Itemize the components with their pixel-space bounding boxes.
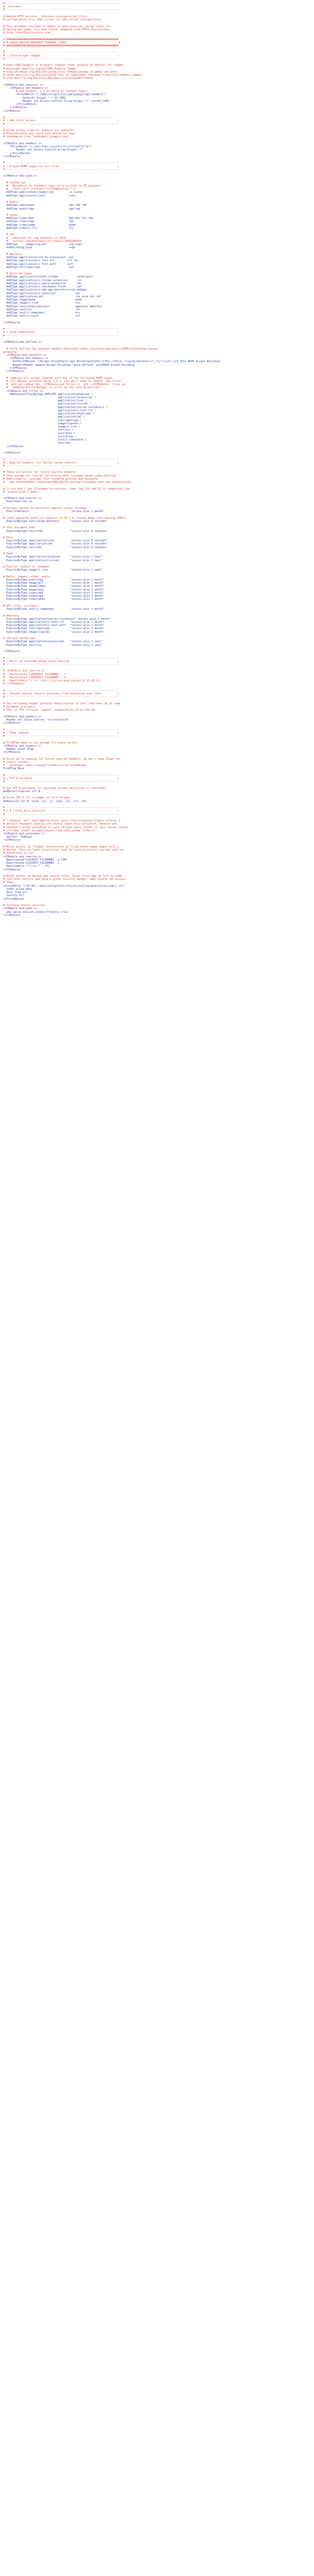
directive-line: image/x-icon \ — [3, 425, 81, 429]
directive-line: ExpiresByType text/xml "access plus 0 seconds" — [3, 546, 108, 549]
section-tag-line: <IfModule mod_headers.c> — [3, 87, 48, 90]
comment-line: # | Cross-origin images | — [3, 54, 119, 57]
directive-line: text/html \ — [3, 432, 76, 435]
comment-line: # ---------------------------------------------------------------------- — [3, 161, 119, 165]
comment-line: # "-Indexes" will have Apache block users from browsing folders without a — [3, 819, 120, 823]
section-tag-line: <IfModule mod_setenvif.c> — [3, 353, 47, 357]
comment-line: # Force UTF-8 for a number of file formats — [3, 796, 71, 800]
comment-line: # ---------------------------------------------------------------------- — [3, 116, 119, 120]
directive-line: application/vnd.ms-fontobject \ — [3, 405, 108, 409]
section-tag-line: </IfModule> — [3, 370, 24, 374]
comment-line: # | Expires headers (for better cache control) | — [3, 461, 119, 465]
comment-line: # cache.appcache needs re-requests in FF 3.6 (thanks Remy ~Introducing HTML5) — [3, 516, 127, 520]
section-tag-line: <IfModule mod_headers.c> — [3, 357, 48, 361]
directive-line: AddType image/x-icon ico — [3, 301, 81, 305]
comment-line: # Compress all output labeled with one of the following MIME-types — [3, 376, 113, 380]
directive-line: AddType application/x-xpinstall xpi — [3, 292, 81, 295]
directive-line: ExpiresByType text/html "access plus 0 seconds" — [3, 529, 108, 533]
comment-line: # RewriteCond %{REQUEST_FILENAME} !-f — [3, 672, 66, 676]
comment-line: # text/html editors and pose a great security danger, when anyone can access — [3, 878, 126, 881]
section-tag-line: </IfModule> — [3, 839, 21, 842]
comment-line: # If you don't use filenames to version, lower the CSS and JS to something like — [3, 487, 130, 491]
comment-line: # configuration file that allows for web server configuration. — [3, 18, 103, 22]
comment-line: # ---------------------------------------------------------------------- — [3, 656, 119, 660]
comment-line: # Apache HTTP servers, .htaccess configuration files — [3, 15, 87, 18]
section-tag-line: </IfModule> — [3, 321, 21, 324]
comment-line: # These are pretty far-future expires headers. — [3, 471, 77, 474]
comment-line: # ---------------------------------------------------------------------- — [3, 2, 119, 5]
directive-line: AddType text/x-component htc — [3, 311, 81, 315]
comment-line: # Subversion or Git. — [3, 852, 36, 855]
comment-line: # Block access to "hidden" directories or files whose names begin with a — [3, 845, 119, 849]
directive-line: ExpiresByType audio/ogg "access plus 1 month" — [3, 578, 105, 582]
section-tag-line: </IfModule> — [3, 751, 21, 755]
comment-line: # Use UTF-8 encoding for anything served text/plain or text/html — [3, 786, 106, 790]
section-tag-line: </IfModule> — [3, 650, 21, 654]
directive-line: ExpiresByType application/rss+xml "access plus 1 hour" — [3, 559, 103, 562]
comment-line: # ---------------------------------------------------------------------- — [3, 458, 119, 461]
comment-line: # Video — [3, 214, 18, 217]
directive-line: ExpiresByType image/jpeg "access plus 1 month" — [3, 585, 105, 588]
comment-line: # Data — [3, 536, 13, 539]
comment-line: # ---------------------------------------------------------------------- — [3, 728, 119, 732]
comment-line: # twitter.com/FontSquirrel/status/14855840545 — [3, 239, 82, 243]
comment-line: # Force deflate for mangled headers developer.yahoo.com/blogs/ydn/posts/2010/12/pushing-beyond- — [3, 347, 159, 351]
directive-line: Deny from all — [3, 891, 28, 895]
comment-line: # Webfonts — [3, 252, 23, 256]
comment-line: # Audio — [3, 201, 18, 204]
directive-line: ExpiresByType application/atom+xml "access plus 1 hour" — [3, 555, 103, 559]
directive-line: AddType text/cache-manifest appcache manifest — [3, 305, 103, 308]
comment-line: # </IfModule> — [3, 682, 24, 686]
section-tag-line: <IfModule mod_headers.c> — [3, 142, 42, 145]
directive-line: SetEnvIfNoCase ^(Accept-EncodXng|X-cept-Encoding|X{15}|~{15}|-{15})$ ^((gzip|deflate)\s*,?\s*)+|[X~-]{4,13}$ HAVE_Accept-Encoding — [3, 360, 220, 364]
directive-line: text/plain \ — [3, 435, 77, 438]
comment-line: # developer.yahoo.com/performance/rules.html#etags — [3, 764, 87, 768]
code-view[interactable] — [0, 0, 314, 917]
section-tag-line: </IfModule> — [3, 366, 28, 370]
comment-line: # ---------------------------------------------------------------------- — [3, 168, 119, 171]
comment-line: # Block access to backup and source files. These files may be left by some — [3, 874, 122, 878]
comment-line: # Allow access from all domains for webfonts. — [3, 129, 76, 133]
directive-line: application/javascript \ — [3, 396, 96, 400]
directive-line: AddType audio/mp4 m4a f4a f4b — [3, 204, 87, 207]
directive-line: AddType application/javascript js jsonp — [3, 191, 82, 194]
comment-line: # HTC files (css3pie) — [3, 604, 39, 608]
directive-line: SetEnvIf Origin ":" IS_CORS — [3, 96, 66, 100]
directive-line: ExpiresByType application/json "access plus 0 seconds" — [3, 539, 108, 543]
directive-line: AddType application/vnd.ms-fontobject eot — [3, 256, 74, 260]
comment-line: # ---------------------------------------------------------------------- — [3, 689, 119, 692]
comment-line: # This document includes a number of best-practice server rules for — [3, 25, 111, 28]
directive-line: php_value session.cookie_httponly true — [3, 910, 68, 914]
directive-line: ExpiresByType text/x-component "access plus 1 month" — [3, 608, 105, 611]
comment-line: # | ETag removal | — [3, 731, 119, 735]
section-tag-line: <IfModule mod_expires.c> — [3, 497, 42, 501]
directive-line: Order allow,deny — [3, 887, 32, 891]
directive-line: AddType application/x-font-ttf ttf ttc — [3, 259, 79, 263]
section-tag-line: <IfModule mod_headers.c> — [3, 715, 42, 718]
directive-line: ExpiresByType application/javascript "access plus 1 year" — [3, 640, 103, 644]
comment-line: # | Gzip compression | — [3, 331, 119, 334]
comment-line: # mod_headers, y u no match by Content-Type?! — [3, 90, 88, 94]
directive-line: ExpiresByType image/png "access plus 1 month" — [3, 588, 105, 591]
directive-line: text/x-component \ — [3, 438, 87, 442]
comment-line: # Media: images, video, audio — [3, 575, 50, 578]
directive-line: AddType video/ogg ogv — [3, 220, 74, 224]
comment-line: # Normalize to standard type (it's sniffed in IE anyways) — [3, 184, 102, 188]
comment-line: # Perhaps better to whitelist expires rules? Perhaps. — [3, 506, 88, 510]
section-tag-line: <IfModule mod_php5.c> — [3, 907, 37, 911]
directive-line: text/css \ — [3, 428, 74, 432]
directive-line: image/svg+xml \ — [3, 422, 82, 425]
comment-line: gzipping/ — [3, 350, 18, 354]
directive-line: ExpiresByType application/xml "access plus 0 seconds" — [3, 542, 108, 546]
directive-line: application/json \ — [3, 399, 87, 403]
section-tag-line: </IfModule> — [3, 155, 21, 158]
comment-line: # ---------------------------------------------------------------------- — [3, 663, 119, 666]
directive-line: ExpiresByType application/vnd.ms-fontobject "access plus 1 month" — [3, 617, 111, 621]
comment-line: # ---------------------------------------------------------------------- — [3, 813, 119, 816]
comment-line: # tools.ietf.org/html/rfc4329#section-7.2 — [3, 188, 76, 191]
directive-line: AddType image/webp webp — [3, 298, 82, 302]
directive-line: AddType video/webm webm — [3, 223, 76, 227]
comment-line: # RewriteCond %{REQUEST_FILENAME} !-d — [3, 676, 66, 679]
directive-line: application/x-font-ttf \ — [3, 409, 96, 412]
comment-line: # period. This includes directories used by version control systems such as — [3, 849, 124, 852]
comment-line: # ---------------------------------------------------------------------- — [3, 51, 119, 54]
directive-line: AddType font/opentype otf — [3, 265, 74, 269]
comment-line: # static content. — [3, 760, 31, 764]
section-tag-line: </IfModule> — [3, 913, 21, 917]
directive-line: AddType application/xml rss atom xml rdf — [3, 295, 102, 298]
comment-line: # Webfonts — [3, 614, 19, 618]
comment-line: # includes rather private places like CMS system folders). — [3, 829, 96, 832]
comment-line: # them. — [3, 881, 15, 885]
section-tag-line: </IfModule> — [3, 106, 28, 110]
directive-line: AddType application/x-shockwave-flash swf — [3, 285, 82, 289]
comment-line: # CSS and JavaScript — [3, 637, 36, 641]
comment-line: # ---------------------------------------------------------------------- — [3, 122, 119, 126]
section-tag-line: </IfModule> — [3, 868, 21, 872]
comment-line: # ---------------------------------------------------------------------- — [3, 806, 119, 810]
comment-line: # The following header prevents modification of your code over 3G on some — [3, 702, 120, 705]
directive-line: AddType video/x-flv flv — [3, 226, 74, 230]
comment-line: # ---------------------------------------------------------------------- — [3, 334, 119, 338]
directive-line: </FilesMatch> — [3, 103, 37, 107]
directive-line: </FilesMatch> — [3, 152, 31, 155]
section-tag-line: </IfModule> — [3, 451, 21, 455]
comment-line: # ---------------------------------------------------------------------- — [3, 464, 119, 468]
comment-line: # ---------------------------------------------------------------------- — [3, 735, 119, 738]
directive-line: RewriteRule "(^|/)\." - [F] — [3, 865, 50, 868]
comment-line: # | Built-in filename-based cache busting | — [3, 659, 119, 663]
comment-line: # # CROSS-ORIGIN RESOURCE SHARING (CORS) # — [3, 41, 120, 44]
comment-line: # SVG — [3, 233, 15, 237]
comment-line: # Favicon (cannot be renamed) — [3, 565, 50, 569]
directive-line: AddDefaultCharset utf-8 — [3, 790, 40, 793]
comment-line: # | Prevent mobile network providers from modifying your site | — [3, 692, 119, 696]
directive-line: application/rss+xml \ — [3, 402, 92, 406]
comment-line: # European providers. — [3, 705, 37, 709]
comment-line: # wiki.mozilla.org/Security/Reviews/crossoriginAttribute — [3, 77, 93, 80]
directive-line: <FilesMatch "\.(eot|font.css|otf|ttc|ttf|woff2?)$"> — [3, 145, 92, 149]
section-tag-line: <IfModule mod_rewrite.c> — [3, 855, 42, 858]
directive-line: FileETag None — [3, 767, 24, 771]
comment-line: # | Web fonts access | — [3, 119, 119, 123]
directive-line: ExpiresByType video/ogg "access plus 1 month" — [3, 595, 105, 598]
section-tag-line: <IfModule mod_deflate.c> — [3, 341, 42, 344]
directive-line: ExpiresByType text/cache-manifest "access plus 0 seconds" — [3, 519, 108, 523]
directive-line: ExpiresActive on — [3, 500, 32, 504]
comment-line: # hacks.mozilla.org/2011/11/using-cors-to-load-webgl-textures-from-cross-domain-images/ — [3, 74, 143, 77]
section-tag-line: <IfModule mod_filter.c> — [3, 389, 43, 393]
directive-line: ExpiresByType text/css "access plus 1 year" — [3, 643, 103, 647]
comment-line: # ---------------------------------------------------------------------- — [3, 57, 119, 61]
directive-line: Header set Access-Control-Allow-Origin "*" env=IS_CORS — [3, 99, 109, 103]
comment-line: # | Proper MIME types for all files | — [3, 165, 119, 168]
directive-line: AddType application/json json — [3, 194, 76, 198]
directive-line: ExpiresByType image/gif "access plus 1 month" — [3, 582, 105, 585]
comment-line: # shouldn't allow everybody to surf through every folder on your server (which — [3, 826, 129, 829]
comment-line: # FileETag None is not enough for every server. — [3, 741, 79, 745]
directive-line: RewriteCond %{SCRIPT_FILENAME} -f — [3, 862, 60, 865]
comment-line: # ---------------------------------------------------------------------- — [3, 328, 119, 331]
directive-line: ExpiresByType application/x-font-woff "access plus 1 month" — [3, 624, 105, 628]
directive-line: AddEncoding gzip svgz — [3, 246, 76, 250]
comment-line: # `AddOutputFilterByType` is still in the core directives) — [3, 386, 102, 390]
directive-line: AddCharset utf-8 .atom .css .js .json .rss .vtt .xml — [3, 799, 87, 803]
comment-line: # www.stevesouders.com/blog/2008/08/23/revving-filenames-dont-use-querystring/ — [3, 481, 132, 484]
directive-line: application/xml \ — [3, 415, 85, 419]
comment-line: # This is the official 'bypass' suggested by O2 in the UK. — [3, 709, 96, 712]
directive-line: RequestHeader append Accept-Encoding "gzip,deflate" env=HAVE_Accept-Encoding — [3, 363, 135, 367]
directive-line: Header set Cache-Control "no-transform" — [3, 718, 69, 722]
comment-line: # ---------------------------------------------------------------------- — [3, 695, 119, 699]
comment-line: # and can remove the `<IfModule mod_filter.c>` and `</IfModule>` lines as — [3, 383, 126, 387]
directive-line: AddType application/octet-stream safariextz — [3, 275, 93, 279]
directive-line: Options -Indexes — [3, 836, 32, 839]
directive-line: Header unset ETag — [3, 747, 34, 751]
comment-line: # ---------------------------------------------------------------------- — [3, 780, 119, 784]
directive-line: Header set Access-Control-Allow-Origin "*" — [3, 148, 84, 152]
comment-line: # They assume you control versioning with filename-based cache busting — [3, 474, 116, 478]
directive-line: ExpiresDefault "access plus 1 month" — [3, 510, 105, 514]
comment-line: # blog.chromium.org/2011/07/using-cross-domain-images-in-webgl-and.html — [3, 70, 117, 74]
comment-line: # .htaccess — [3, 5, 21, 9]
directive-line: Satisfy All — [3, 894, 24, 898]
directive-line: </FilesMatch> — [3, 897, 24, 901]
directive-line: RewriteCond %{SCRIPT_FILENAME} -d [OR] — [3, 858, 68, 862]
directive-line: ExpiresByType image/x-icon "access plus 1 week" — [3, 568, 103, 572]
comment-line: # | A little more security | — [3, 809, 119, 813]
comment-line: # <IfModule mod_rewrite.c> — [3, 669, 45, 673]
comment-line: # making web pages fast and secure. Adapted from HTML5 Boilerplate. — [3, 28, 111, 31]
comment-line: # Additionally, consider that outdated proxies may miscache — [3, 477, 98, 481]
comment-line: # Feed — [3, 552, 13, 556]
section-tag-line: <IfModule mod_mime.c> — [3, 175, 37, 178]
comment-line: # Since we're sending far-future expires headers, we don't need ETags for — [3, 757, 120, 761]
comment-line: # default document Usually you should leave this activated, because you — [3, 822, 117, 826]
comment-line: # subdomains like "subdomain.example.com". — [3, 135, 71, 139]
directive-line: <FilesMatch "(^#.*#|\.(bak|config|dist|fla|inc|ini|log|psd|sh|sql|swp)|~)$"> — [3, 884, 126, 888]
directive-line: ExpiresByType video/mp4 "access plus 1 month" — [3, 591, 105, 595]
comment-line: # ---------------------------------------------------------------------- — [3, 8, 119, 12]
directive-line: AddType audio/ogg oga ogg — [3, 207, 81, 211]
comment-line: # ---------------------------------------------------------------------- — [3, 773, 119, 777]
comment-line: # RewriteRule ^(.+)\.(\d+)\.(js|css|png|jpg|gif)$ $1.$3 [L] — [3, 679, 102, 683]
directive-line: ExpiresByType image/svg+xml "access plus 1 month" — [3, 630, 105, 634]
directive-line: ExpiresByType application/x-font-ttf "access plus 1 month" — [3, 620, 105, 624]
directive-line: AddType application/x-chrome-extension crx — [3, 279, 82, 282]
comment-line: # Alternatively you could only whitelist your — [3, 132, 76, 136]
directive-line: AddType application/x-web-app-manifest+json webapp — [3, 288, 87, 292]
section-tag-line: </IfModule> — [3, 445, 24, 448]
directive-line: ExpiresByType font/opentype "access plus 1 month" — [3, 627, 105, 631]
section-tag-line: </IfModule> — [3, 109, 21, 113]
section-tag-line: </IfModule> — [3, 722, 21, 725]
section-tag-line: <IfModule mod_autoindex.c> — [3, 832, 45, 836]
comment-line: # Send CORS headers if browsers request them; enabled by default for images. — [3, 64, 126, 67]
comment-line: # JavaScript — [3, 181, 26, 184]
comment-line: # Increase cookie security — [3, 904, 45, 908]
directive-line: AddType video/mp4 mp4 m4v f4v f4p — [3, 217, 93, 221]
directive-line: application/xhtml+xml \ — [3, 412, 95, 416]
comment-line: # ###################################################################### — [3, 38, 119, 41]
comment-line: # Your document html — [3, 526, 36, 530]
directive-line: <FilesMatch "\.(bmp|cur|gif|ico|jpe?g|png|svgz?|webp)$"> — [3, 93, 106, 97]
section-tag-line: <IfModule mod_headers.c> — [3, 744, 42, 748]
directive-line: AddType application/x-font-woff woff — [3, 262, 74, 266]
comment-line: # Assorted types — [3, 272, 32, 276]
comment-line: # ###################################################################### — [3, 44, 119, 48]
directive-line: AddType image/svg+xml svg svgz — [3, 243, 82, 247]
directive-line: text/xml — [3, 442, 71, 445]
directive-line: font/opentype \ — [3, 419, 82, 422]
directive-line: AddType application/x-opera-extension oex — [3, 282, 82, 285]
comment-line: # (for Apache versions below 2.3.7, you don't need to enable `mod_filter` — [3, 379, 124, 383]
directive-line: AddType text/x-vcard vcf — [3, 315, 81, 318]
comment-line: # | UTF-8 encoding | — [3, 777, 119, 781]
comment-line: # "access plus 1 week". — [3, 490, 40, 494]
directive-line: AddOutputFilterByType DEFLATE application/atom+xml \ — [3, 392, 93, 396]
directive-line: AddType text/vtt vtt — [3, 308, 81, 311]
comment-line: # developer.mozilla.org/en/CORS_Enabled_Image — [3, 67, 76, 71]
comment-line: # http://html5boilerplate.com/ — [3, 31, 52, 35]
comment-line: # Required for svg webfonts on iPad — [3, 236, 66, 240]
directive-line: ExpiresByType video/webm "access plus 1 month" — [3, 598, 105, 601]
section-tag-line: <IfModule mod_setenvif.c> — [3, 83, 43, 87]
